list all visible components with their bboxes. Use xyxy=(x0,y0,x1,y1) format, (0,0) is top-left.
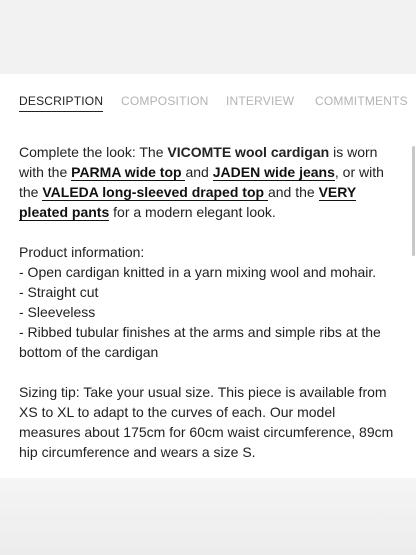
scrollbar-thumb[interactable] xyxy=(412,146,415,256)
look-text: and xyxy=(185,164,213,180)
tab-bar xyxy=(0,74,416,124)
cardigan-name: VICOMTE wool cardigan xyxy=(167,144,330,160)
tab-composition[interactable]: COMPOSITION xyxy=(121,94,209,108)
very-pleated-pants-link[interactable]: VERY pleated pants xyxy=(19,184,357,220)
product-info-item: - Sleeveless xyxy=(19,304,96,320)
valeda-draped-top-link[interactable]: VALEDA long-sleeved draped top xyxy=(42,184,268,200)
tab-description[interactable]: DESCRIPTION xyxy=(19,94,104,108)
complete-the-look-paragraph xyxy=(19,142,397,222)
look-text: , or with the xyxy=(19,164,384,200)
product-info-item: - Straight cut xyxy=(19,284,99,300)
parma-wide-top-link[interactable]: PARMA wide top xyxy=(71,164,186,180)
look-text: and the xyxy=(267,184,319,200)
product-details-panel xyxy=(0,74,416,480)
tab-interview[interactable]: INTERVIEW xyxy=(226,94,295,108)
look-intro-text: Complete the look: The xyxy=(19,144,168,160)
product-info-item: - Ribbed tubular finishes at the arms and simple ribs at the bottom of the cardigan xyxy=(19,324,381,360)
look-text: is worn with the xyxy=(19,144,378,180)
page-background xyxy=(0,478,416,555)
product-info-item: - Open cardigan knitted in a yarn mixing wool and mohair. xyxy=(19,264,377,280)
description-content xyxy=(19,142,397,462)
product-info-heading: Product information: xyxy=(19,244,145,260)
sizing-tip: Sizing tip: Take your usual size. This piece is available from XS to XL to adapt to the curves of each. Our model measures about 175cm for 60cm waist circumference, 89cm hip circumference and wears a size S. xyxy=(19,384,394,460)
look-outro-text: for a modern elegant look. xyxy=(109,204,276,220)
jaden-wide-jeans-link[interactable]: JADEN wide jeans xyxy=(212,164,335,180)
tab-commitments[interactable]: COMMITMENTS xyxy=(315,94,408,108)
